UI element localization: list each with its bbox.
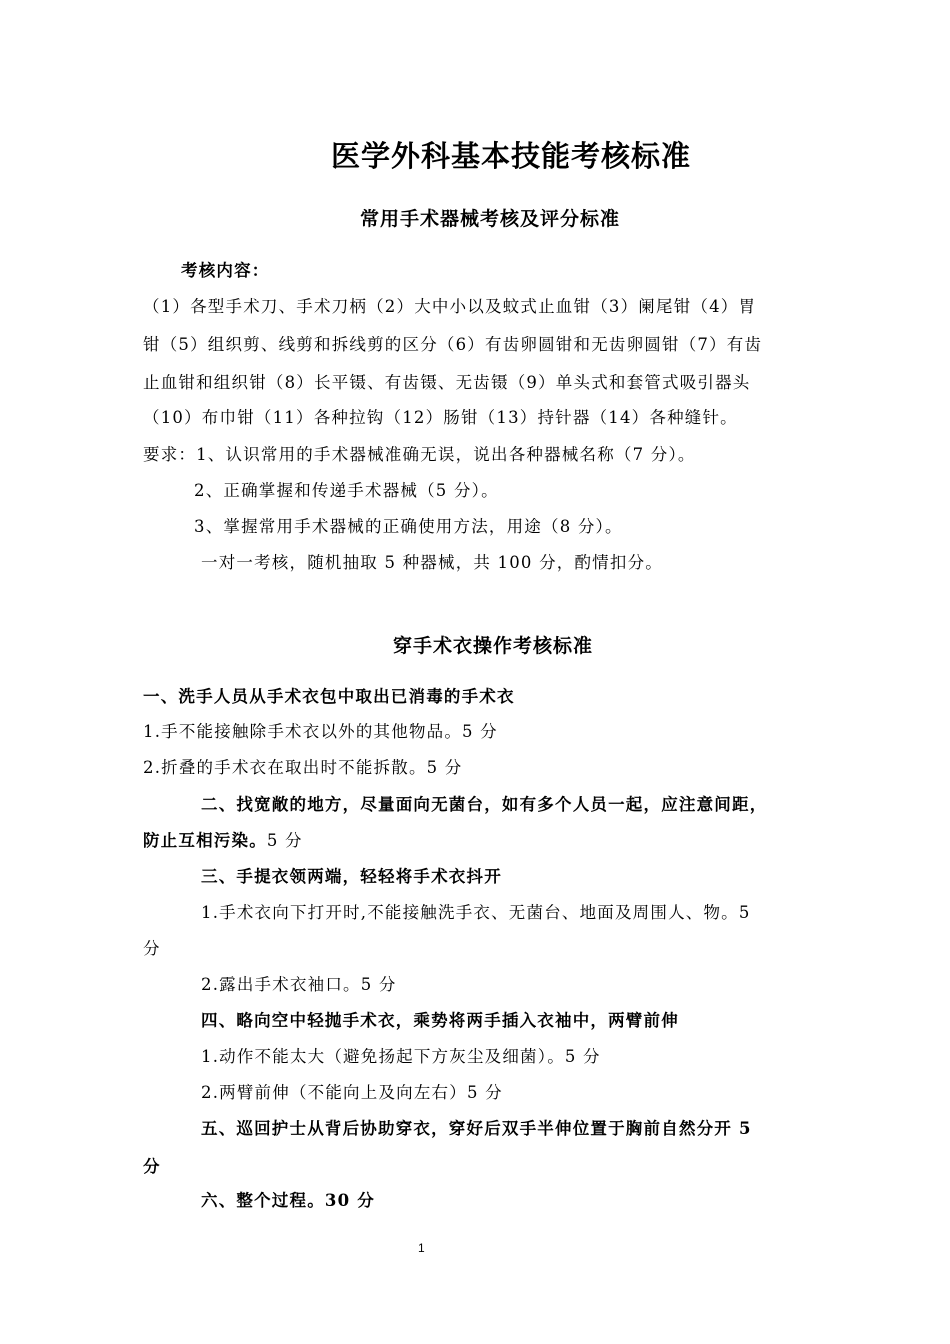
step-1-heading: 一、洗手人员从手术衣包中取出已消毒的手术衣 bbox=[143, 687, 515, 706]
step-2-score: 5 分 bbox=[266, 831, 303, 850]
step-1-item-1: 1.手不能接触除手术衣以外的其他物品。5 分 bbox=[143, 722, 498, 741]
document-title: 医学外科基本技能考核标准 bbox=[331, 139, 692, 173]
section-heading-instruments: 常用手术器械考核及评分标准 bbox=[360, 208, 621, 230]
step-2-line-2 bbox=[143, 827, 303, 851]
content-line-4: （10）布巾钳（11）各种拉钩（12）肠钳（13）持针器（14）各种缝针。 bbox=[143, 408, 738, 427]
section-heading-gown: 穿手术衣操作考核标准 bbox=[393, 635, 594, 657]
content-line-2: 钳（5）组织剪、线剪和拆线剪的区分（6）有齿卵圆钳和无齿卵圆钳（7）有齿 bbox=[143, 335, 763, 354]
step-4-heading: 四、略向空中轻抛手术衣，乘势将两手插入衣袖中，两臂前伸 bbox=[201, 1011, 679, 1030]
step-4-item-2: 2.两臂前伸（不能向上及向左右）5 分 bbox=[201, 1083, 503, 1102]
requirement-note: 一对一考核，随机抽取 5 种器械，共 100 分，酌情扣分。 bbox=[201, 553, 663, 572]
content-line-1: （1）各型手术刀、手术刀柄（2）大中小以及蚊式止血钳（3）阑尾钳（4）胃 bbox=[143, 297, 757, 316]
requirement-1: 要求：1、认识常用的手术器械准确无误，说出各种器械名称（7 分）。 bbox=[143, 445, 696, 464]
requirement-2: 2、正确掌握和传递手术器械（5 分）。 bbox=[194, 481, 499, 500]
step-5-line-2: 分 bbox=[143, 1157, 161, 1176]
step-2-line-2-text: 防止互相污染。 bbox=[143, 831, 267, 850]
step-1-item-2: 2.折叠的手术衣在取出时不能拆散。5 分 bbox=[143, 758, 463, 777]
step-4-item-1: 1.动作不能太大（避免扬起下方灰尘及细菌）。5 分 bbox=[201, 1047, 601, 1066]
content-label: 考核内容： bbox=[181, 261, 270, 280]
step-3-heading: 三、手提衣领两端，轻轻将手术衣抖开 bbox=[201, 867, 502, 886]
step-3-item-2: 2.露出手术衣袖口。5 分 bbox=[201, 975, 397, 994]
page-number: 1 bbox=[418, 1241, 425, 1255]
step-5-line-1: 五、巡回护士从背后协助穿衣，穿好后双手半伸位置于胸前自然分开 5 bbox=[201, 1119, 752, 1138]
content-line-3: 止血钳和组织钳（8）长平镊、有齿镊、无齿镊（9）单头式和套管式吸引器头 bbox=[143, 373, 751, 392]
step-3-item-1-line-1: 1.手术衣向下打开时,不能接触洗手衣、无菌台、地面及周围人、物。5 bbox=[201, 903, 751, 922]
step-6-heading: 六、整个过程。30 分 bbox=[201, 1191, 375, 1210]
requirement-3: 3、掌握常用手术器械的正确使用方法，用途（8 分）。 bbox=[194, 517, 623, 536]
step-3-item-1-line-2: 分 bbox=[143, 939, 161, 958]
step-2-line-1: 二、找宽敞的地方，尽量面向无菌台，如有多个人员一起，应注意间距， bbox=[201, 795, 768, 814]
